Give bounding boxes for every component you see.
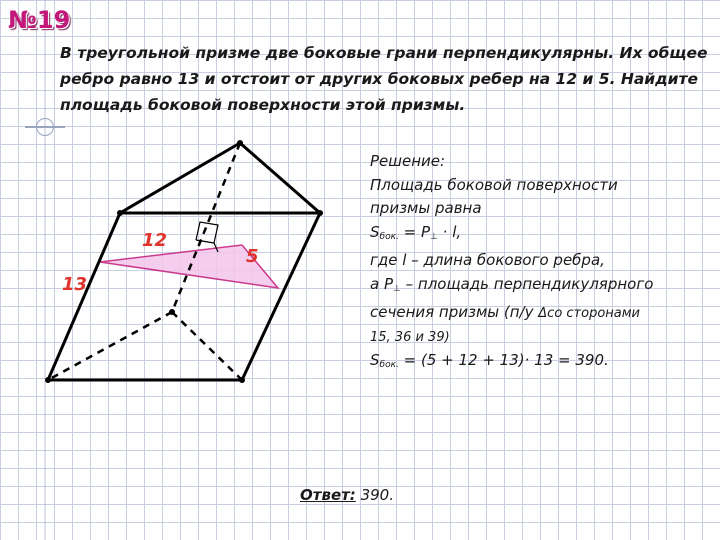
a-p-rest: – площадь перпендикулярного xyxy=(400,274,654,293)
a-p-perp: ⊥ xyxy=(393,283,401,294)
answer-label: Ответ: xyxy=(300,486,356,504)
formula-s: S xyxy=(370,222,380,241)
formula-l: · l, xyxy=(437,222,462,241)
a-p-text: а P xyxy=(370,274,394,293)
sides-text: со сторонами xyxy=(547,306,641,321)
label-edge-13: 13 xyxy=(62,274,88,295)
right-angle-mark xyxy=(196,222,218,252)
calc-subscript: бок. xyxy=(379,360,399,370)
solution-section-line xyxy=(370,301,715,326)
formula-p: = P xyxy=(398,222,431,241)
label-distance-12: 12 xyxy=(142,230,168,251)
solution-line-2: призмы равна xyxy=(370,199,482,217)
answer-value: 390. xyxy=(355,486,394,504)
solution-where: где l – длина бокового ребра, xyxy=(370,251,605,269)
solution-a-p xyxy=(370,273,715,302)
formula-subscript: бок. xyxy=(379,231,399,242)
problem-statement: В треугольной призме две боковые грани перпендикулярны. Их общее ребро равно 13 и отстоит от других боковых ребер на 12 и 5. Найдите площадь боковой поверхности этой призмы. xyxy=(60,44,708,114)
label-distance-5: 5 xyxy=(246,246,259,267)
calc-s: S xyxy=(370,351,380,369)
perp-subscript: ⊥ xyxy=(430,231,438,242)
solution-formula xyxy=(370,221,715,250)
solution-numbers: 15, 36 и 39) xyxy=(370,329,450,345)
task-number: №19 xyxy=(8,6,71,34)
triangle-symbol: Δ xyxy=(538,306,548,321)
solution-block xyxy=(370,150,715,378)
solution-heading: Решение: xyxy=(370,152,446,170)
calc-rest: = (5 + 12 + 13)· 13 = 390. xyxy=(398,351,609,369)
solution-line-1: Площадь боковой поверхности xyxy=(370,175,618,194)
answer xyxy=(300,486,394,504)
section-text: сечения призмы (п/у xyxy=(370,303,539,321)
solution-calc xyxy=(370,349,715,378)
